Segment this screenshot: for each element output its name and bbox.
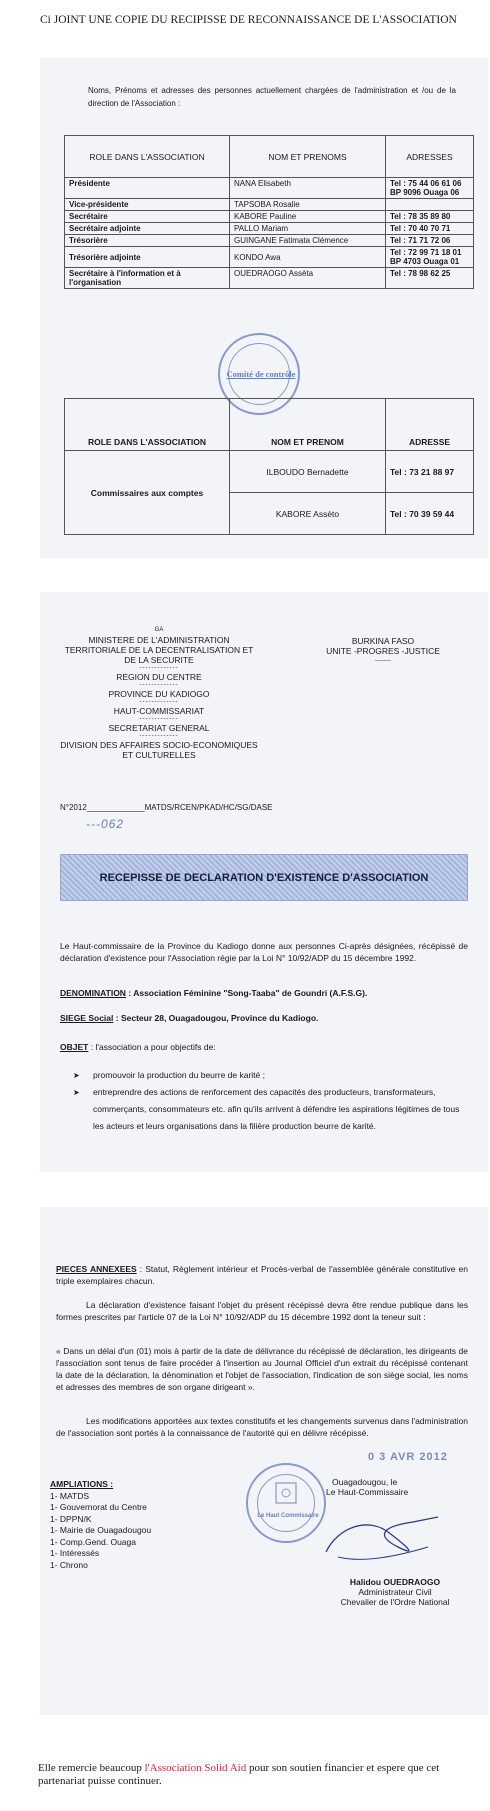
country-motto: UNITE -PROGRES -JUSTICE [326,646,440,656]
auditor-role: Commissaires aux comptes [65,451,230,535]
signer-distinction: Chevalier de l'Ordre National [340,1597,450,1607]
member-name: OUEDRAOGO Assèta [230,268,386,289]
divider: ------------- [139,665,179,671]
member-name: KABORE Pauline [230,211,386,223]
thanks-highlight: l'Association Solid Aid [144,1762,247,1774]
ampliations-block [50,1479,230,1571]
objet-label: OBJET [60,1042,89,1052]
page-title: Ci JOINT UNE COPIE DU RECIPISSE DE RECONNAISSANCE DE L'ASSOCIATION [40,14,457,26]
list-item: 1- Comp.Gend. Ouaga [50,1536,136,1547]
member-name: KONDO Awa [230,247,386,268]
member-name: PALLO Mariam [230,223,386,235]
table-row [65,211,474,223]
denomination-line [60,987,468,999]
arrow-bullet-icon: ➤ [73,1071,80,1080]
list-item: 1- Mairie de Ouagadougou [50,1525,152,1535]
annex-label: PIECES ANNEXEES [56,1264,137,1274]
committee-stamp-text: Comité de contrôle [226,369,296,379]
table-header-row [65,399,474,451]
auditor-address: Tel : 70 39 59 44 [386,493,474,535]
haut-commissariat: HAUT-COMMISSARIAT [113,706,205,716]
siege-label: SIEGE Social [60,1013,114,1023]
column-header-role: ROLE DANS L'ASSOCIATION [65,136,230,178]
ampliations-label: AMPLIATIONS : [50,1479,114,1489]
region-name: REGION DU CENTRE [116,672,202,682]
date-stamp: 0 3 AVR 2012 [368,1451,448,1463]
table-row [65,268,474,289]
table-row [65,199,474,211]
member-name: TAPSOBA Rosalie [230,199,386,211]
country-header [308,636,458,666]
member-role: Vice-présidente [65,199,230,211]
signer-name: Halidou OUEDRAOGO [349,1577,441,1587]
thanks-note [38,1762,458,1788]
divider: -------- [375,658,391,664]
member-role: Secrétaire [65,211,230,223]
table-row [65,247,474,268]
objective-text: entreprendre des actions de renforcement des capacités des producteurs, transformateurs, commerçants, consommateurs etc. afin qu'ils arrivent à défendre les aspirations légitimes de tous les acteurs et leurs organisations dans la filière production beurre de karité. [93,1087,460,1131]
province-name: PROVINCE DU KADIOGO [108,689,210,699]
member-address: Tel : 72 99 71 18 01 BP 4703 Ouaga 01 [386,247,474,268]
column-header-role: ROLE DANS L'ASSOCIATION [65,399,230,451]
member-role: Présidente [65,178,230,199]
auditor-address: Tel : 73 21 88 97 [386,451,474,493]
objective-text: promouvoir la production du beurre de karité ; [93,1070,265,1080]
denomination-label: DENOMINATION [60,988,126,998]
reference-number: N°2012_____________MATDS/RCEN/PKAD/HC/SG/DASE [60,803,273,812]
divider: ------------- [139,716,179,722]
member-role: Trésorière [65,235,230,247]
handwritten-signature-icon [318,1507,448,1567]
coat-of-arms-icon [246,1463,326,1543]
auditors-table [64,398,474,535]
list-item: 1- Gouvernorat du Centre [50,1502,147,1512]
table-row [65,451,474,493]
column-header-name: NOM ET PRENOMS [230,136,386,178]
member-address: Tel : 71 71 72 06 [386,235,474,247]
member-name: NANA Elisabeth [230,178,386,199]
list-item: 1- MATDS [50,1490,90,1501]
list-item [73,1067,468,1084]
auditor-name: ILBOUDO Bernadette [230,451,386,493]
reference-handwritten: ---062 [86,817,125,831]
auditor-name: KABORE Assèto [230,493,386,535]
paragraph-publication: La déclaration d'existence faisant l'objet du présent récépissé devra être rendue publique dans les formes prescrites par l'article 07 de la Loi N° 10/92/ADP du 15 décembre 1992 dont la teneur suit : [56,1300,468,1322]
column-header-address: ADRESSE [386,399,474,451]
annex-value: : Statut, Règlement intérieur et Procès-verbal de l'assemblée générale constitutive en triple exemplaires chacun. [56,1264,468,1286]
paragraph-article-quote: « Dans un délai d'un (01) mois à partir de la date de délivrance du récépissé de déclaration, les dirigeants de l'association sont tenus de faire procéder à l'insertion au Journal Officiel d'un extrait du récépissé contenant la date de la déclaration, la dénomination et l'objet de l'association, l'indication de son siège social, les noms et adresses des membres de son organe dirigeant ». [56,1346,468,1392]
table-header-row [65,136,474,178]
members-intro: Noms, Prénoms et adresses des personnes actuellement chargées de l'administration et /ou de la direction de l'Association : [88,86,456,108]
receipt-banner [60,854,468,901]
arrow-bullet-icon: ➤ [73,1088,80,1097]
divider: ------------- [139,699,179,705]
members-table [64,135,474,289]
place-date: Ouagadougou, le [332,1477,398,1487]
member-role: Trésorière adjointe [65,247,230,268]
receipt-scan [40,592,488,1172]
ministry-header [60,625,258,760]
paragraph-modifications: Les modifications apportées aux textes constitutifs et les changements survenus dans l'administration de l'association sont portés à la connaissance de l'autorité qui en délivre récépissé. [56,1416,468,1438]
signer-title: Administrateur Civil [358,1587,432,1597]
denomination-value: : Association Féminine "Song-Taaba" de Goundri (A.F.S.G). [128,988,368,998]
official-stamp [246,1463,326,1543]
table-row [65,235,474,247]
members-scan [40,58,488,558]
annex-line [56,1263,468,1287]
receipt-back-scan [40,1207,488,1715]
list-item: 1- Intéressés [50,1548,100,1558]
signature-place [318,1477,488,1497]
member-role: Secrétaire adjointe [65,223,230,235]
division: DIVISION DES AFFAIRES SOCIO-ECONOMIQUES ET CULTURELLES [60,740,258,760]
authority-title: Le Haut-Commissaire [326,1487,409,1497]
ga-mark: GA [154,627,164,633]
list-item: 1- DPPN/K [50,1513,92,1524]
table-row [65,178,474,199]
signer-block [310,1577,480,1607]
receipt-banner-title: RECEPISSE DE DECLARATION D'EXISTENCE D'ASSOCIATION [99,871,429,884]
member-address [386,199,474,211]
list-item [73,1084,468,1135]
column-header-address: ADRESSES [386,136,474,178]
member-name: GUINGANE Fatimata Clémence [230,235,386,247]
column-header-name: NOM ET PRENOM [230,399,386,451]
table-row [65,223,474,235]
member-address: Tel : 78 35 89 80 [386,211,474,223]
siege-line [60,1012,468,1024]
ministry-name: MINISTERE DE L'ADMINISTRATION TERRITORIALE DE LA DECENTRALISATION ET DE LA SECURITE [64,635,254,665]
list-item: 1- Chrono [50,1559,88,1570]
secretariat: SECRETARIAT GENERAL [108,723,210,733]
thanks-text: Elle remercie beaucoup [38,1762,145,1774]
divider: ------------- [139,682,179,688]
member-address: Tel : 75 44 06 61 06 BP 9096 Ouaga 06 [386,178,474,199]
objet-value: : l'association a pour objectifs de: [90,1042,216,1052]
divider: ------------- [139,733,179,739]
objectives-list [73,1067,468,1135]
objet-line [60,1041,468,1053]
official-stamp-text: Le Haut Commissaire [257,1513,319,1519]
thanks-text-end: pour son soutien financier et espere que cet partenariat puisse continuer. [38,1762,440,1787]
siege-value: : Secteur 28, Ouagadougou, Province du Kadiogo. [115,1013,319,1023]
member-address: Tel : 78 98 62 25 [386,268,474,289]
member-role: Secrétaire à l'information et à l'organisation [65,268,230,289]
receipt-preamble: Le Haut-commissaire de la Province du Kadiogo donne aux personnes Ci-après désignées, récépissé de déclaration d'existence pour l'Association régie par la Loi N° 10/92/ADP du 15 décembre 1992. [60,941,468,963]
member-address: Tel : 70 40 70 71 [386,223,474,235]
country-name: BURKINA FASO [351,636,415,646]
